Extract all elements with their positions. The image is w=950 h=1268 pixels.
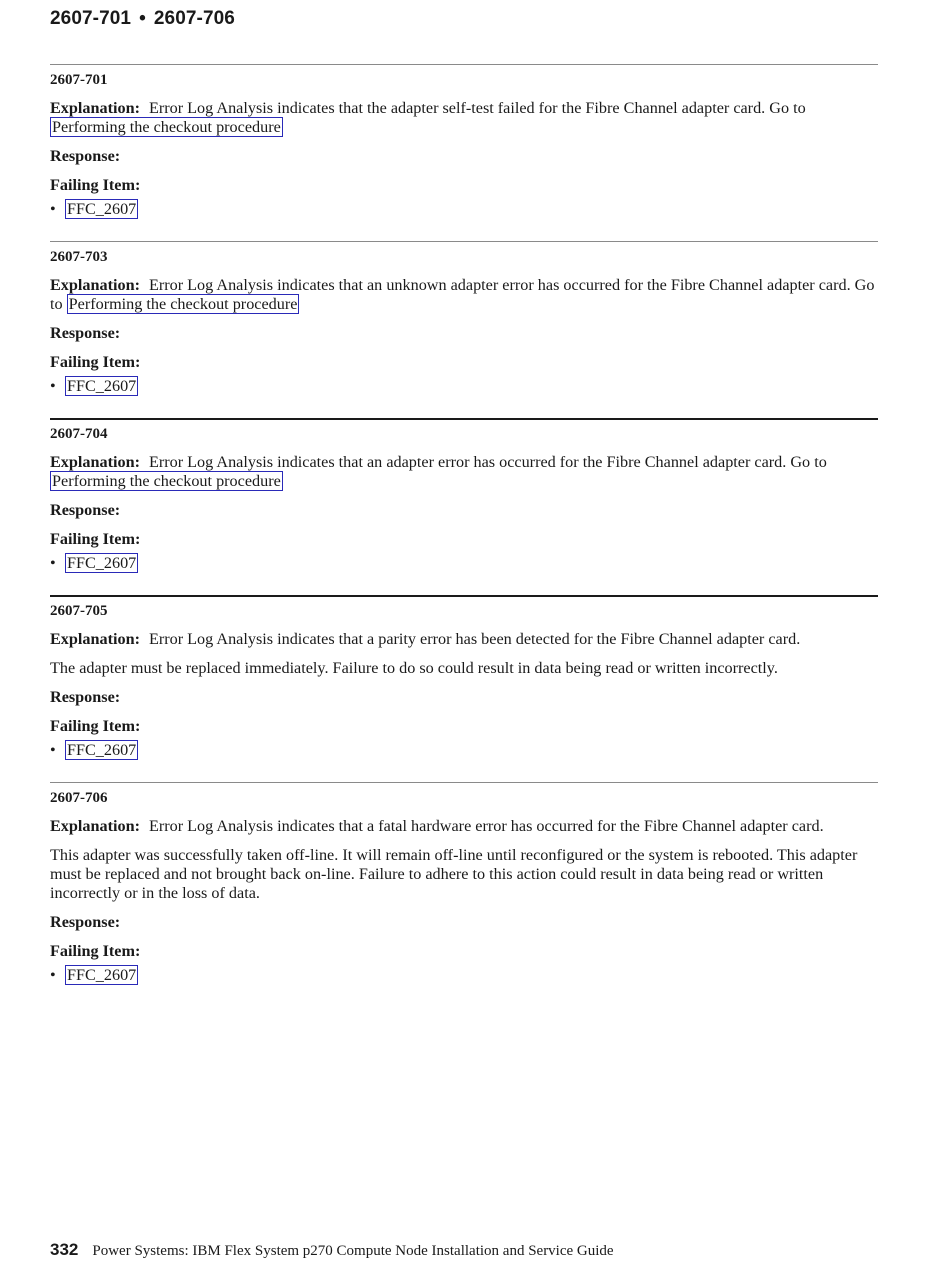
response-label: Response:	[50, 501, 121, 519]
failing-item-label: Failing Item:	[50, 942, 141, 960]
bullet-icon: •	[50, 554, 56, 572]
error-entry-2607-704	[50, 418, 878, 573]
failing-item-list	[50, 199, 878, 219]
explanation-paragraph	[50, 453, 878, 491]
explanation-label: Explanation:	[50, 99, 140, 117]
list-item	[50, 965, 878, 985]
failing-item-label: Failing Item:	[50, 530, 141, 548]
failing-item-link[interactable]: FFC_2607	[67, 966, 137, 984]
error-code: 2607-705	[50, 603, 108, 619]
failing-item-list	[50, 740, 878, 760]
explanation-paragraph	[50, 276, 878, 314]
response-label: Response:	[50, 147, 121, 165]
explanation-label: Explanation:	[50, 817, 140, 835]
response-label: Response:	[50, 913, 121, 931]
list-item	[50, 740, 878, 760]
error-code: 2607-706	[50, 790, 108, 806]
bullet-icon: •	[50, 741, 56, 759]
header-range-start: 2607-701	[50, 8, 132, 29]
explanation-text: Error Log Analysis indicates that an adapter error has occurred for the Fibre Channel adapter card. Go to	[148, 453, 827, 471]
page-number: 332	[50, 1240, 79, 1259]
failing-item-link[interactable]: FFC_2607	[67, 554, 137, 572]
explanation-paragraph	[50, 99, 878, 137]
checkout-procedure-link[interactable]: Performing the checkout procedure	[68, 295, 298, 313]
failing-item-label: Failing Item:	[50, 353, 141, 371]
error-entry-2607-703	[50, 241, 878, 396]
explanation-text: Error Log Analysis indicates that a parity error has been detected for the Fibre Channel adapter card.	[148, 630, 801, 648]
list-item	[50, 199, 878, 219]
failing-item-link[interactable]: FFC_2607	[67, 200, 137, 218]
failing-item-label: Failing Item:	[50, 176, 141, 194]
failing-item-link[interactable]: FFC_2607	[67, 741, 137, 759]
document-title: Power Systems: IBM Flex System p270 Compute Node Installation and Service Guide	[92, 1243, 614, 1259]
explanation-text: Error Log Analysis indicates that an unknown adapter error has occurred for the Fibre Channel adapter card. Go to	[50, 276, 875, 313]
bullet-icon: •	[50, 966, 56, 984]
explanation-text: Error Log Analysis indicates that a fatal hardware error has occurred for the Fibre Channel adapter card.	[148, 817, 824, 835]
header-separator: •	[139, 8, 146, 29]
failing-item-list	[50, 376, 878, 396]
failing-item-link[interactable]: FFC_2607	[67, 377, 137, 395]
error-code: 2607-704	[50, 426, 108, 442]
checkout-procedure-link[interactable]: Performing the checkout procedure	[52, 118, 281, 136]
explanation-detail: This adapter was successfully taken off-line. It will remain off-line until reconfigured or the system is rebooted. This adapter must be replaced and not brought back on-line. Failure to adhere to this action could result in data being read or written incorrectly or in the loss of data.	[50, 846, 858, 902]
explanation-paragraph	[50, 630, 878, 649]
failing-item-label: Failing Item:	[50, 717, 141, 735]
explanation-label: Explanation:	[50, 453, 140, 471]
error-code: 2607-703	[50, 249, 108, 265]
bullet-icon: •	[50, 377, 56, 395]
list-item	[50, 376, 878, 396]
response-label: Response:	[50, 688, 121, 706]
error-entry-2607-706	[50, 782, 878, 985]
explanation-label: Explanation:	[50, 276, 140, 294]
explanation-label: Explanation:	[50, 630, 140, 648]
page-footer	[50, 1240, 614, 1261]
explanation-paragraph	[50, 817, 878, 836]
failing-item-list	[50, 553, 878, 573]
failing-item-list	[50, 965, 878, 985]
list-item	[50, 553, 878, 573]
error-entry-2607-705	[50, 595, 878, 760]
bullet-icon: •	[50, 200, 56, 218]
checkout-procedure-link[interactable]: Performing the checkout procedure	[52, 472, 281, 490]
error-code: 2607-701	[50, 72, 108, 88]
error-entry-2607-701	[50, 64, 878, 219]
header-range-end: 2607-706	[153, 8, 235, 29]
explanation-detail: The adapter must be replaced immediately. Failure to do so could result in data being read or written incorrectly.	[50, 659, 778, 677]
explanation-text: Error Log Analysis indicates that the adapter self-test failed for the Fibre Channel adapter card. Go to	[148, 99, 806, 117]
response-label: Response:	[50, 324, 121, 342]
error-code-list	[50, 64, 878, 1007]
page-header	[50, 8, 235, 30]
